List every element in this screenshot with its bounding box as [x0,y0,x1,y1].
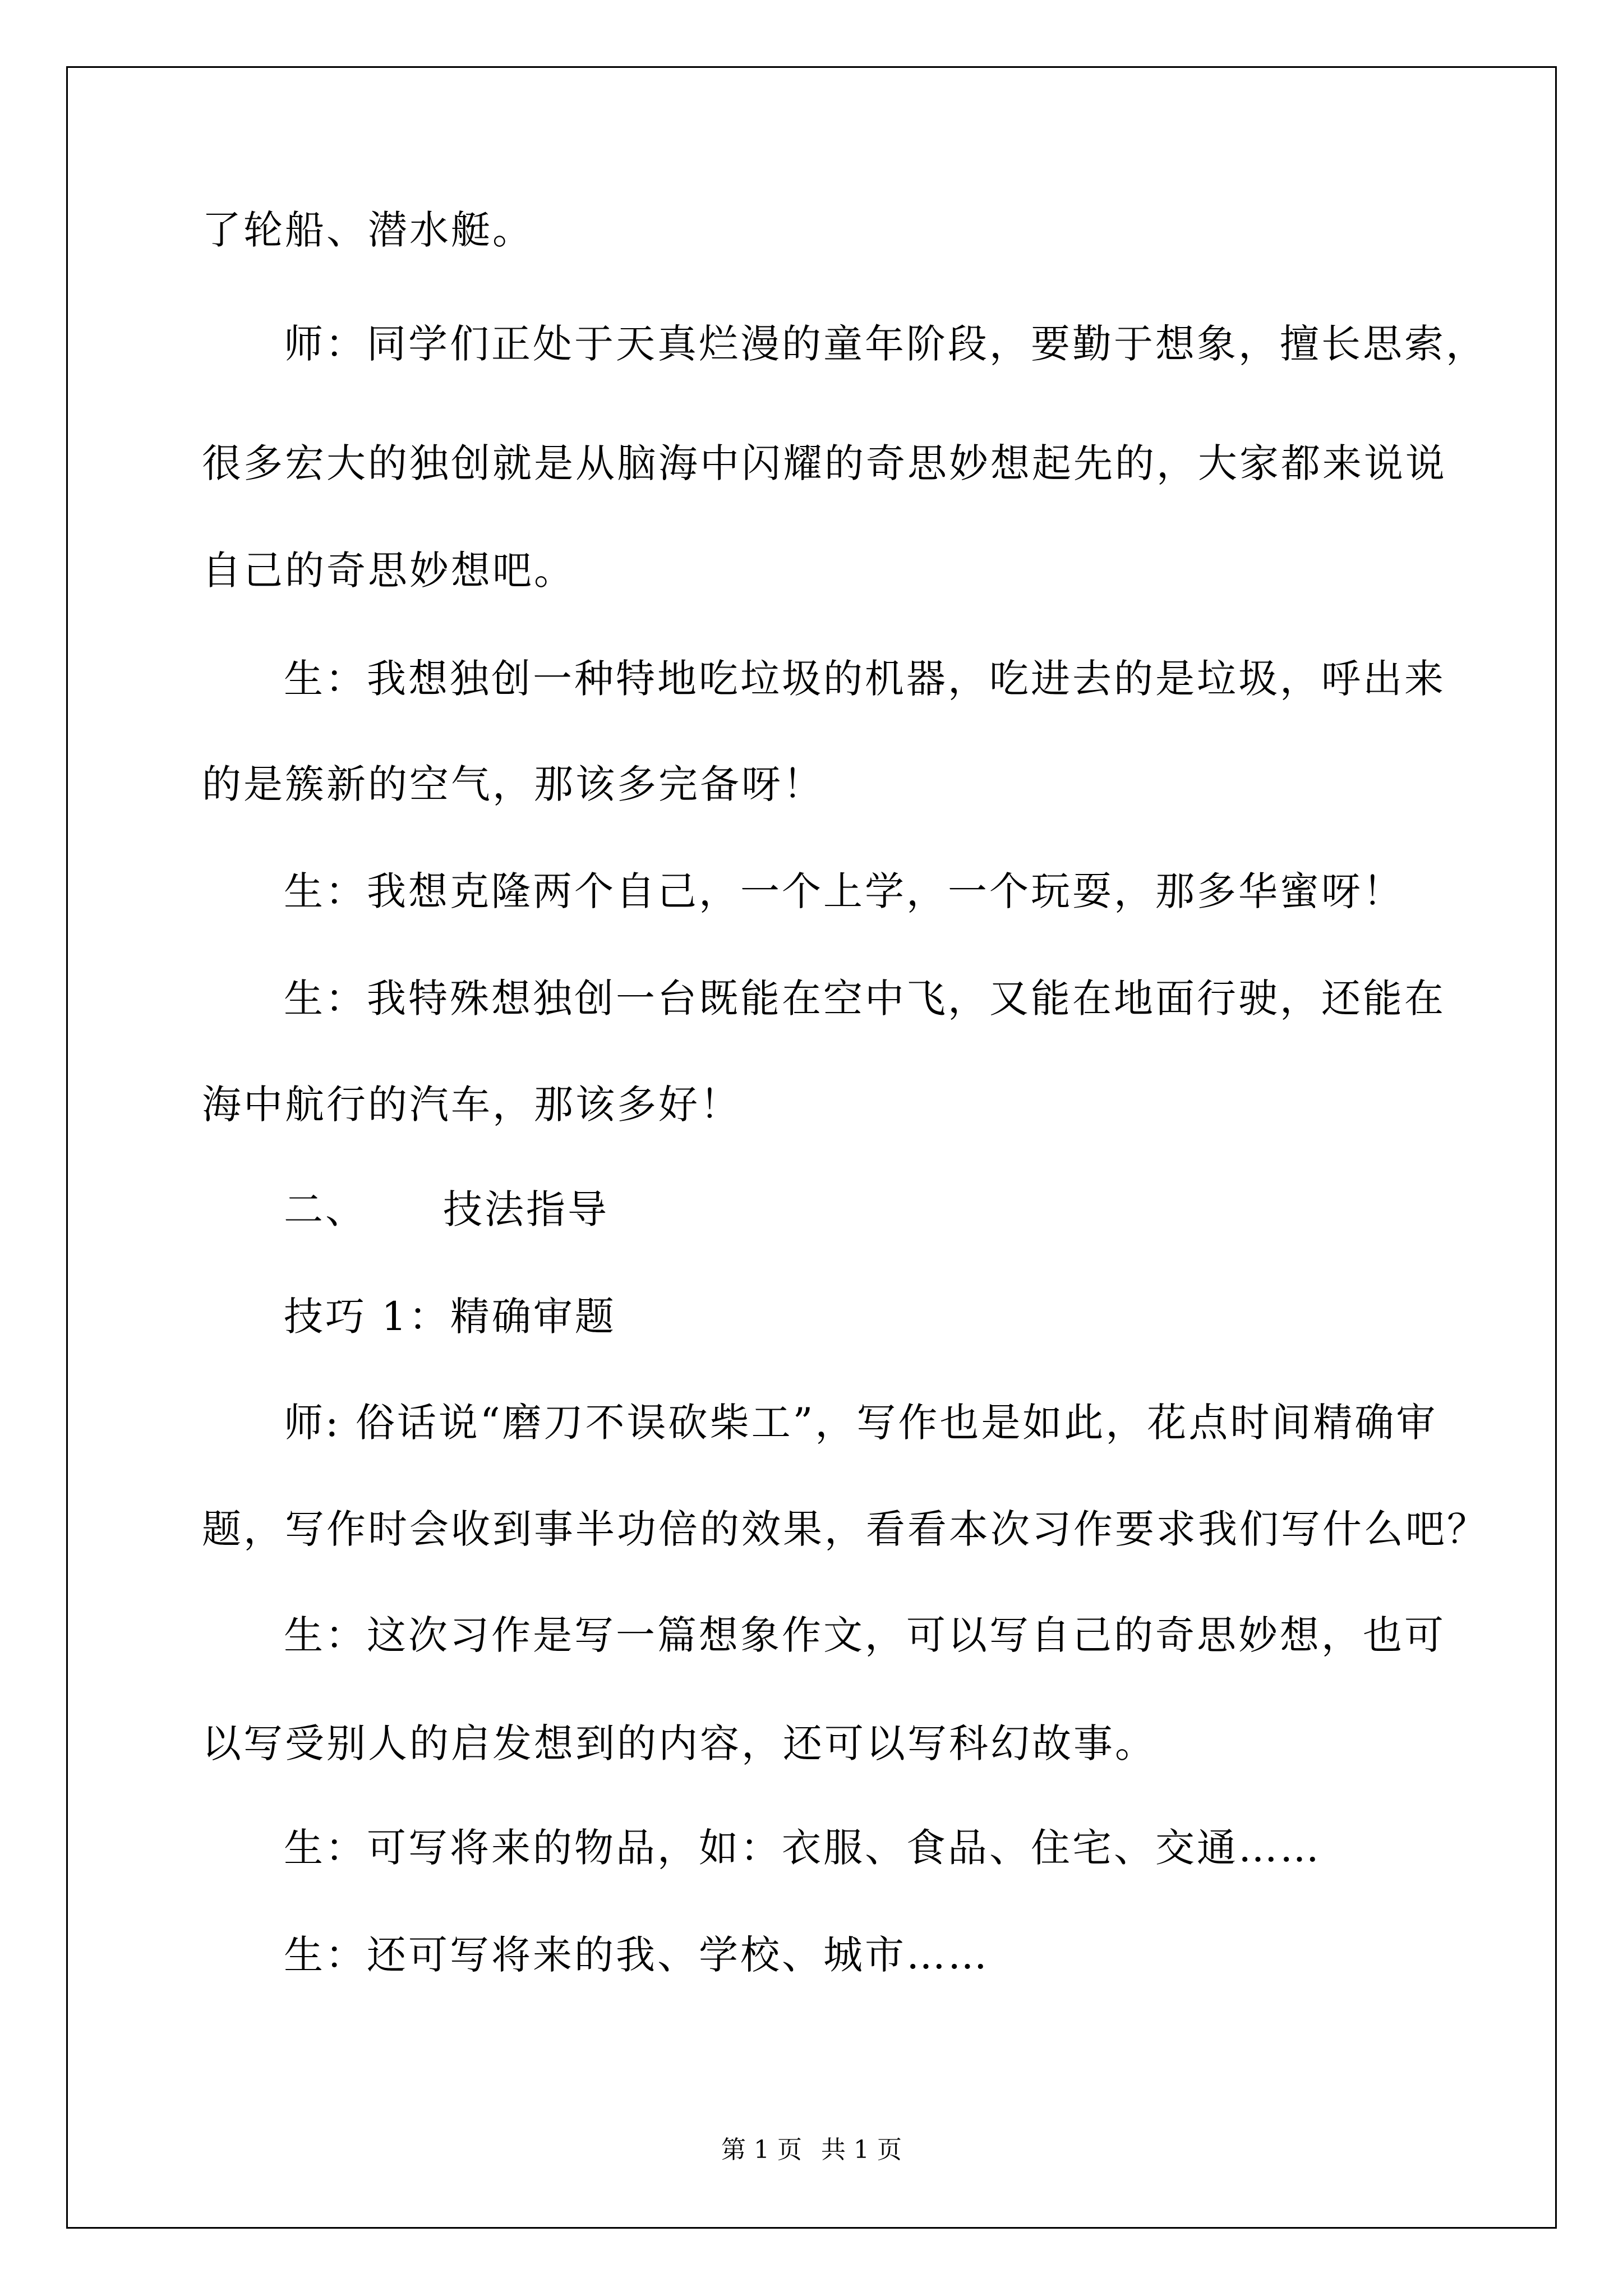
text-line: 的是簇新的空气，那该多完备呀！ [202,761,824,807]
text-line: 题，写作时会收到事半功倍的效果，看看本次习作要求我们写什么吧？ [202,1506,1488,1552]
text-line: 以写受别人的启发想到的内容，还可以写科幻故事。 [202,1720,1156,1766]
text-line: 很多宏大的独创就是从脑海中闪耀的奇思妙想起先的，大家都来说说 [202,440,1447,486]
page-number: 第 1 页 [721,2136,802,2164]
text-line: 生：我想独创一种特地吃垃圾的机器，吃进去的是垃圾，呼出来 [284,656,1446,702]
text-line: 生：我想克隆两个自己，一个上学，一个玩耍，那多华蜜呀！ [284,868,1404,914]
page-total: 共 1 页 [821,2136,902,2164]
page-border [66,66,1557,2229]
subheading: 技巧 1：精确审题 [284,1294,616,1340]
text-line: 海中航行的汽车，那该多好！ [202,1082,741,1128]
text-line: 自己的奇思妙想吧。 [202,547,575,593]
section-number: 二、 [284,1186,367,1232]
page-footer [0,2134,1623,2166]
text-line: 生：还可写将来的我、学校、城市…… [284,1932,989,1978]
text-line: 生：我特殊想独创一台既能在空中飞，又能在地面行驶，还能在 [284,976,1446,1022]
text-line: 了轮船、潜水艇。 [202,207,534,253]
text-line: 师：同学们正处于天真烂漫的童年阶段，要勤于想象，擅长思索， [284,321,1487,367]
text-line: 师: 俗话说“磨刀不误砍柴工”，写作也是如此，花点时间精确审 [284,1400,1438,1446]
text-line: 生：可写将来的物品，如：衣服、食品、住宅、交通…… [284,1825,1321,1871]
section-heading: 技法指导 [443,1186,609,1232]
text-line: 生：这次习作是写一篇想象作文，可以写自己的奇思妙想，也可 [284,1612,1446,1658]
